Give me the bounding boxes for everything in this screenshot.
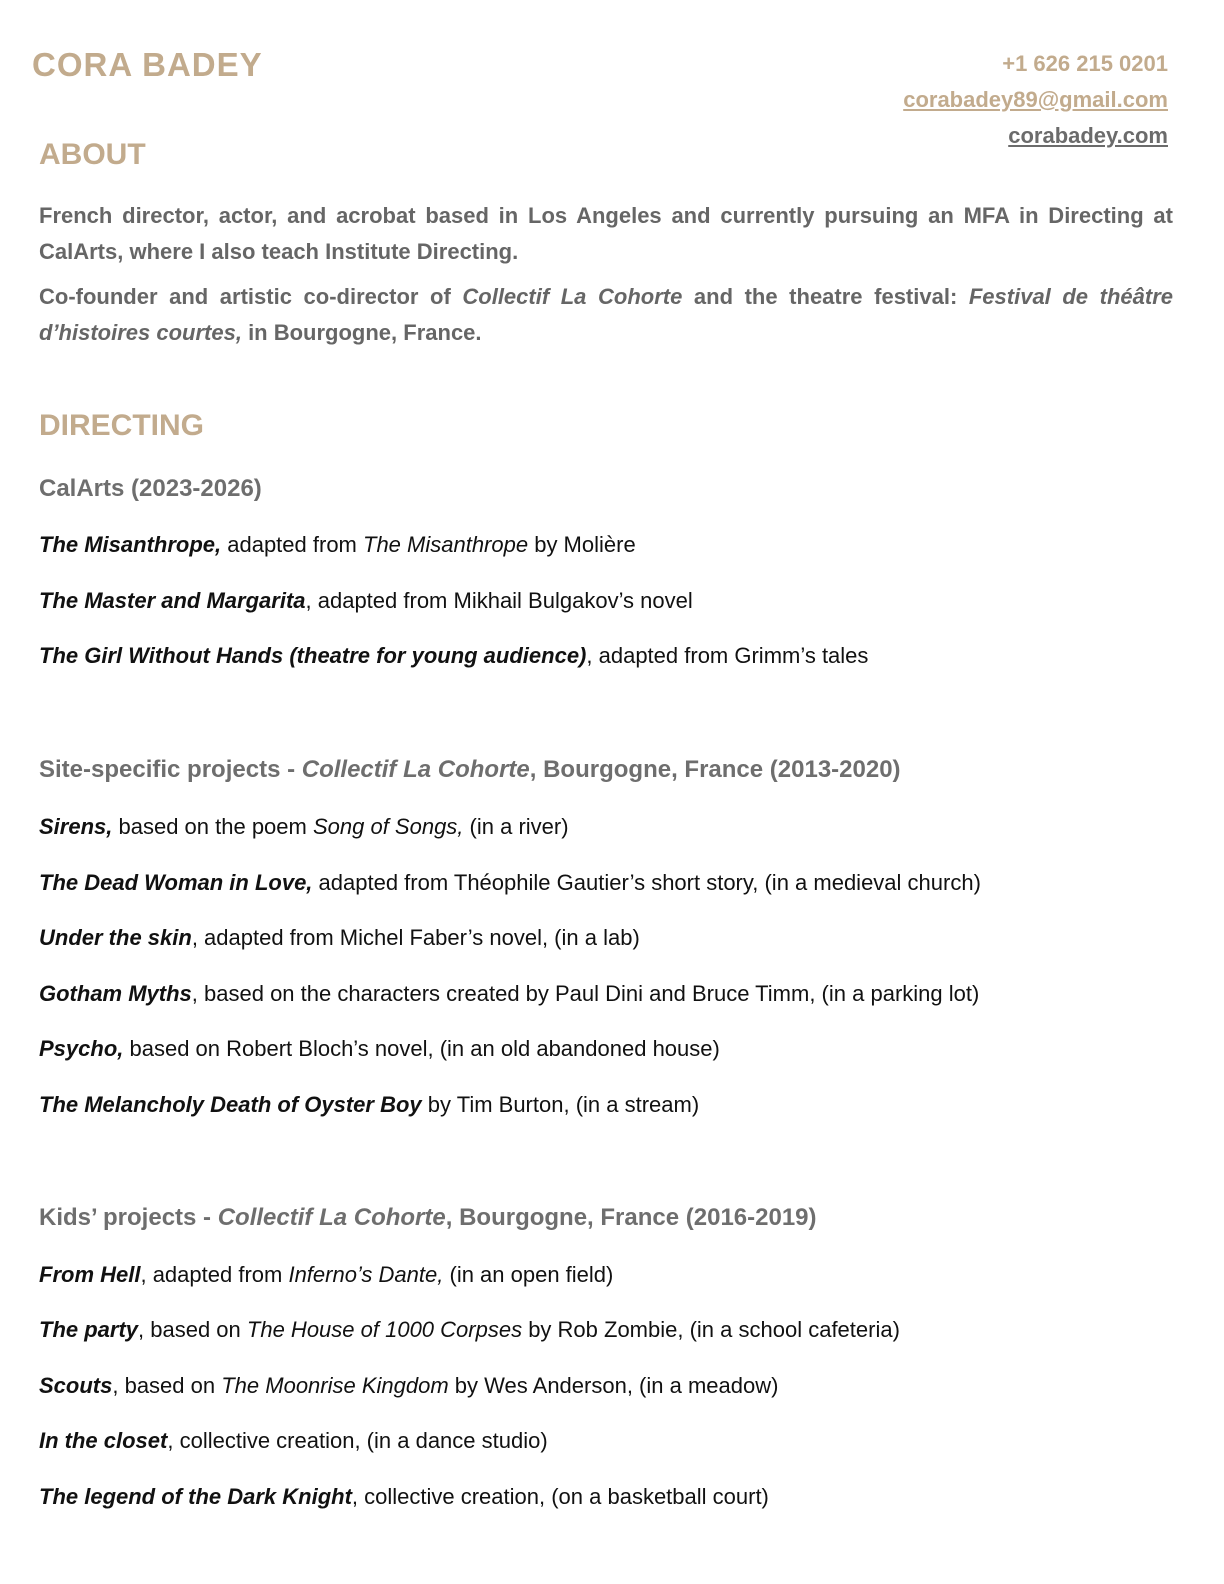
list-item: The Melancholy Death of Oyster Boy by Tim Burton, (in a stream) (39, 1092, 700, 1117)
list-item: The Girl Without Hands (theatre for young audience), adapted from Grimm’s tales (39, 643, 869, 668)
calarts-subheading: CalArts (2023-2026) (39, 475, 262, 502)
list-item: Gotham Myths, based on the characters created by Paul Dini and Bruce Timm, (in a parking lot) (39, 981, 980, 1006)
list-item: Under the skin, adapted from Michel Faber’s novel, (in a lab) (39, 925, 640, 950)
list-item: The legend of the Dark Knight, collective creation, (on a basketball court) (39, 1484, 769, 1509)
about-heading: ABOUT (39, 138, 146, 171)
phone-number[interactable]: +1 626 215 0201 (1002, 51, 1168, 76)
list-item: The party, based on The House of 1000 Corpses by Rob Zombie, (in a school cafeteria) (39, 1317, 900, 1342)
list-item: The Master and Margarita, adapted from Mikhail Bulgakov’s novel (39, 588, 693, 613)
contact-block (903, 46, 1168, 154)
list-item: Sirens, based on the poem Song of Songs, (in a river) (39, 814, 569, 839)
about-paragraph-2: Co-founder and artistic co-director of Collectif La Cohorte and the theatre festival: Festival de théâtre d’histoires courtes, in Bourgogne, France. (39, 284, 1173, 345)
list-item: Scouts, based on The Moonrise Kingdom by Wes Anderson, (in a meadow) (39, 1373, 779, 1398)
website-link[interactable]: corabadey.com (1008, 123, 1168, 148)
about-paragraph-1: French director, actor, and acrobat based in Los Angeles and currently pursuing an MFA in Directing at CalArts, where I also teach Institute Directing. (39, 203, 1173, 264)
list-item: The Dead Woman in Love, adapted from Théophile Gautier’s short story, (in a medieval church) (39, 870, 981, 895)
kids-subheading: Kids’ projects - Collectif La Cohorte, Bourgogne, France (2016-2019) (39, 1204, 817, 1231)
list-item: From Hell, adapted from Inferno’s Dante, (in an open field) (39, 1262, 614, 1287)
list-item: In the closet, collective creation, (in a dance studio) (39, 1428, 548, 1453)
directing-heading: DIRECTING (39, 409, 204, 442)
list-item: The Misanthrope, adapted from The Misanthrope by Molière (39, 532, 636, 557)
email-link[interactable]: corabadey89@gmail.com (903, 87, 1168, 112)
list-item: Psycho, based on Robert Bloch’s novel, (in an old abandoned house) (39, 1036, 720, 1061)
site-specific-subheading: Site-specific projects - Collectif La Cohorte, Bourgogne, France (2013-2020) (39, 756, 901, 783)
resume-name: CORA BADEY (32, 46, 263, 83)
